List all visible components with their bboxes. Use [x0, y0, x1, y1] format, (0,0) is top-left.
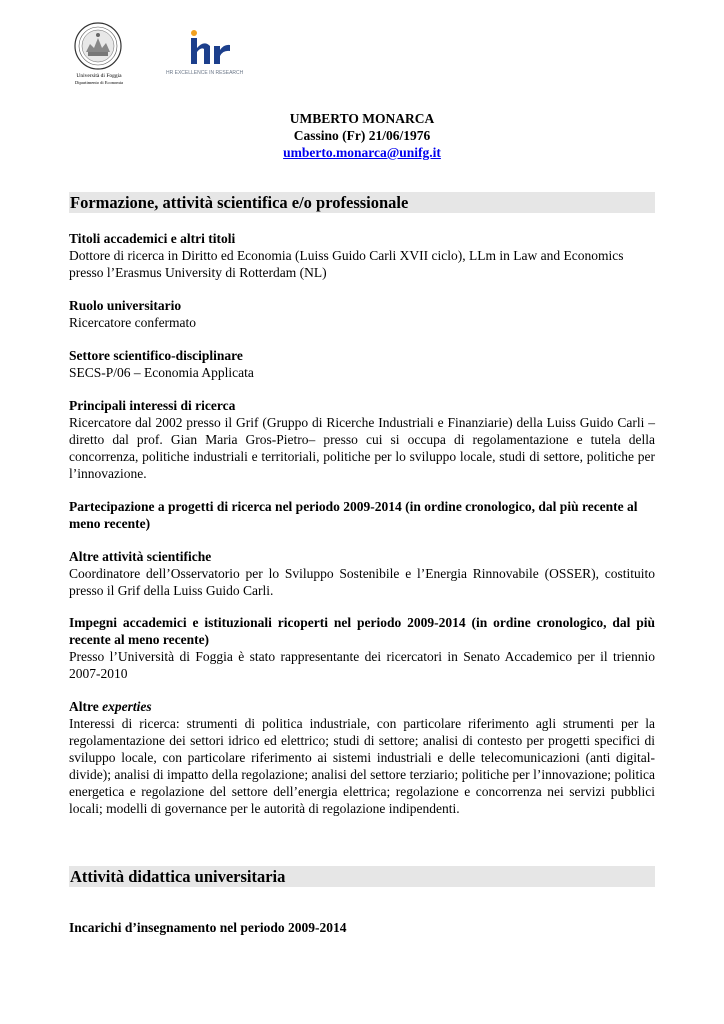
block-title: Ruolo universitario: [69, 298, 182, 313]
hr-excellence-logo-icon: [184, 28, 232, 68]
block-incarichi: [69, 919, 655, 936]
university-seal-icon: [74, 22, 122, 70]
university-name: Università di Foggia: [76, 73, 122, 79]
header-logos: [74, 20, 274, 84]
block-titoli: [69, 230, 655, 281]
hr-caption: HR EXCELLENCE IN RESEARCH: [166, 70, 244, 76]
block-text: Coordinatore dell’Osservatorio per lo Sviluppo Sostenibile e l’Energia Rinnovabile (OSSER), costituito presso il Grif della Luiss Guido Carli.: [69, 566, 655, 598]
block-altre-attivita: [69, 548, 655, 599]
block-interessi: [69, 397, 655, 482]
block-text: Ricercatore dal 2002 presso il Grif (Gruppo di Ricerche Industriali e Finanziarie) della Luiss Guido Carli –diretto dal prof. Gian Maria Gros-Pietro– presso cui si occupa di regolamentazione e tutela della concorrenza, politiche industriali e territoriali, politiche per lo sviluppo locale, studi di settore, politiche per l’innovazione.: [69, 415, 655, 481]
block-expertise: [69, 698, 655, 817]
block-title: Altre attività scientifiche: [69, 549, 212, 564]
block-title: Partecipazione a progetti di ricerca nel periodo 2009-2014 (in ordine cronologico, dal più recente al meno recente): [69, 499, 638, 531]
block-title: [69, 698, 655, 715]
block-text: Presso l’Università di Foggia è stato rappresentante dei ricercatori in Senato Accademico per il triennio 2007-2010: [69, 649, 655, 681]
block-text: Interessi di ricerca: strumenti di politica industriale, con particolare riferimento agli strumenti per la regolamentazione dei settori idrico ed elettrico; studi di settore; analisi di contesto per progetti specifici di sviluppo locale, con particolare riferimento ai sistemi industriali e delle telecomunicazioni (anti digital-divide); analisi di impatto della regolazione; analisi del settore terziario; politiche per l’innovazione; politica energetica e regolazione del settore dell’energia elettrica; regolazione e concorrenza nei servizi pubblici locali; modelli di governance per le autorità di regolazione indipendenti.: [69, 716, 655, 816]
block-title: Incarichi d’insegnamento nel periodo 2009-2014: [69, 920, 347, 935]
cv-header: [0, 110, 724, 161]
birth-info: Cassino (Fr) 21/06/1976: [293, 128, 431, 143]
department-name: Dipartimento di Economia: [75, 80, 123, 85]
block-impegni: [69, 614, 655, 682]
email-link[interactable]: umberto.monarca@unifg.it: [283, 145, 441, 160]
block-title: Titoli accademici e altri titoli: [69, 231, 236, 246]
block-title: Principali interessi di ricerca: [69, 398, 236, 413]
block-settore: [69, 347, 655, 381]
section-heading-formazione: Formazione, attività scientifica e/o professionale: [69, 192, 655, 213]
block-ruolo: [69, 297, 655, 331]
block-text: Ricercatore confermato: [69, 315, 197, 330]
block-title: Settore scientifico-disciplinare: [69, 348, 243, 363]
title-italic: experties: [102, 699, 152, 714]
block-text: SECS-P/06 – Economia Applicata: [69, 365, 254, 380]
block-title: Impegni accademici e istituzionali ricoperti nel periodo 2009-2014 (in ordine cronologico, dal più recente al meno recente): [69, 615, 655, 647]
person-name: UMBERTO MONARCA: [289, 111, 435, 126]
block-text: Dottore di ricerca in Diritto ed Economia (Luiss Guido Carli XVII ciclo), LLm in Law and Economics presso l’Erasmus University di Rotterdam (NL): [69, 248, 624, 280]
section-heading-didattica: Attività didattica universitaria: [69, 866, 655, 887]
block-progetti: [69, 498, 655, 532]
title-prefix: Altre: [69, 699, 103, 714]
